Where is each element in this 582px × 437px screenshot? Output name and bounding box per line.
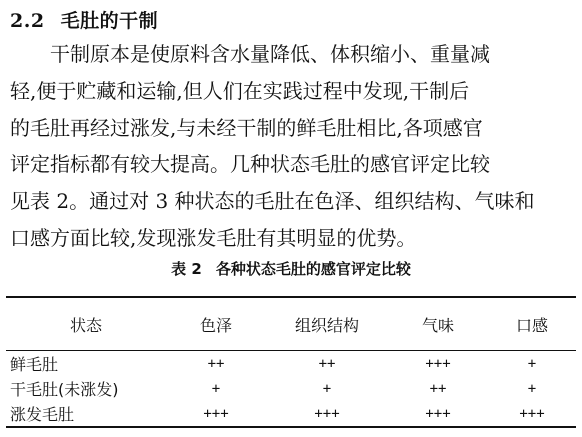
section-heading xyxy=(10,6,158,33)
table-number: 表 2 xyxy=(171,260,202,278)
row-state-label: 干毛肚(未涨发) xyxy=(10,380,119,399)
table-cell: + xyxy=(211,380,221,397)
table-row xyxy=(6,401,576,427)
section-title: 毛肚的干制 xyxy=(60,10,159,32)
table-cell: ++ xyxy=(429,380,447,397)
paragraph-line: 轻,便于贮藏和运输,但人们在实践过程中发现,干制后 xyxy=(10,78,470,103)
table-cell: ++ xyxy=(318,355,336,372)
table-row xyxy=(6,376,576,401)
header-odor: 气味 xyxy=(388,297,488,351)
table-cell: + xyxy=(322,380,332,397)
table-cell: ++ xyxy=(207,355,225,372)
header-texture: 组织结构 xyxy=(266,297,388,351)
paragraph-line: 口感方面比较,发现涨发毛肚有其明显的优势。 xyxy=(10,225,417,250)
table-cell: +++ xyxy=(266,401,388,427)
table-cell: + xyxy=(527,380,537,397)
table-cell: +++ xyxy=(388,401,488,427)
table-caption-text: 各种状态毛肚的感官评定比较 xyxy=(215,260,411,278)
table-cell: + xyxy=(527,355,537,372)
paragraph-line: 的毛肚再经过涨发,与未经干制的鲜毛肚相比,各项感官 xyxy=(10,115,483,140)
header-state: 状态 xyxy=(6,297,166,351)
sensory-evaluation-table xyxy=(6,296,576,428)
row-state-label: 鲜毛肚 xyxy=(10,355,59,374)
table-cell: +++ xyxy=(488,401,576,427)
paragraph-line: 干制原本是使原料含水量降低、体积缩小、重量减 xyxy=(50,42,490,66)
row-state-label: 涨发毛肚 xyxy=(6,401,166,427)
table-cell: +++ xyxy=(425,355,451,372)
section-number: 2.2 xyxy=(10,10,45,32)
table-cell: +++ xyxy=(166,401,266,427)
header-color: 色泽 xyxy=(166,297,266,351)
table-caption xyxy=(0,258,582,279)
paragraph-line: 评定指标都有较大提高。几种状态毛肚的感官评定比较 xyxy=(10,152,490,177)
header-mouthfeel: 口感 xyxy=(488,297,576,351)
table-row xyxy=(6,351,576,377)
paragraph-line: 见表 2。通过对 3 种状态的毛肚在色泽、组织结构、气味和 xyxy=(10,189,535,214)
table-header-row xyxy=(6,297,576,351)
body-paragraph xyxy=(10,36,576,257)
